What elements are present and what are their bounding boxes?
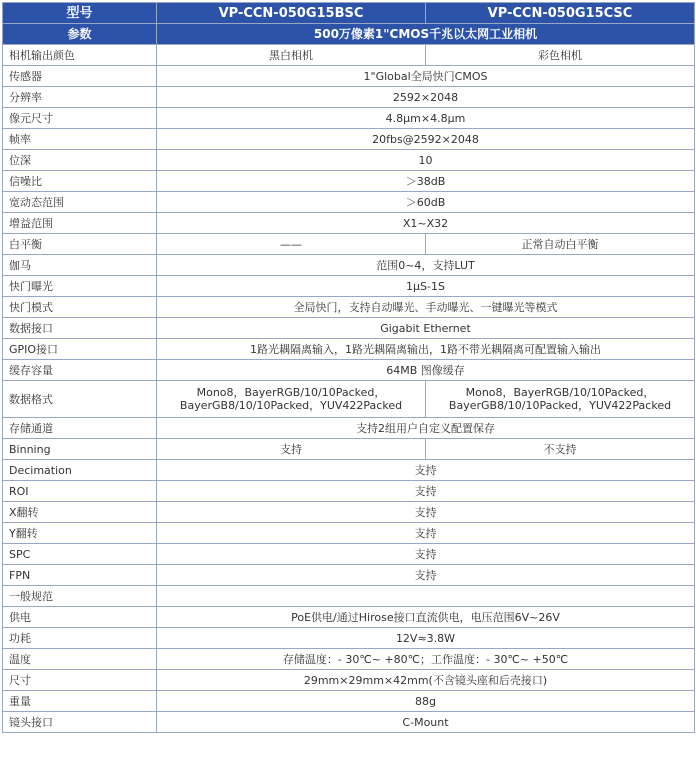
- row-label: 快门模式: [3, 297, 157, 318]
- row-shutter-exposure: [3, 276, 695, 297]
- format-line: Mono8，BayerRGB/10/10Packed，: [196, 386, 386, 399]
- row-bit-depth: [3, 150, 695, 171]
- row-label: 增益范围: [3, 213, 157, 234]
- row-value: 支持: [157, 565, 695, 586]
- row-label: 数据接口: [3, 318, 157, 339]
- param-label: 参数: [3, 24, 157, 45]
- row-label: SPC: [3, 544, 157, 565]
- product-title: 500万像素1"CMOS千兆以太网工业相机: [157, 24, 695, 45]
- value-color: 彩色相机: [426, 45, 695, 66]
- row-value: 4.8μm×4.8μm: [157, 108, 695, 129]
- row-label: 信噪比: [3, 171, 157, 192]
- row-label: 宽动态范围: [3, 192, 157, 213]
- row-weight: [3, 691, 695, 712]
- row-label: 传感器: [3, 66, 157, 87]
- row-label: 数据格式: [3, 381, 157, 418]
- format-line: Mono8，BayerRGB/10/10Packed，: [465, 386, 655, 399]
- model-label: 型号: [3, 3, 157, 24]
- row-label: GPIO接口: [3, 339, 157, 360]
- row-label: Y翻转: [3, 523, 157, 544]
- row-lens-mount: [3, 712, 695, 733]
- row-pixel-size: [3, 108, 695, 129]
- value-bw: 黑白相机: [157, 45, 426, 66]
- row-value: 1"Global全局快门CMOS: [157, 66, 695, 87]
- row-value: 支持2组用户自定义配置保存: [157, 418, 695, 439]
- row-label: 重量: [3, 691, 157, 712]
- row-value: 12V≈3.8W: [157, 628, 695, 649]
- row-spc: [3, 544, 695, 565]
- row-snr: [3, 171, 695, 192]
- row-frame-rate: [3, 129, 695, 150]
- header-row-model: [3, 3, 695, 24]
- row-label: 温度: [3, 649, 157, 670]
- row-value: X1~X32: [157, 213, 695, 234]
- row-output-color: [3, 45, 695, 66]
- row-decimation: [3, 460, 695, 481]
- row-power-consumption: [3, 628, 695, 649]
- value-bw: 支持: [157, 439, 426, 460]
- row-label: X翻转: [3, 502, 157, 523]
- value-bw: ——: [157, 234, 426, 255]
- row-value: 29mm×29mm×42mm(不含镜头座和后壳接口): [157, 670, 695, 691]
- row-gain-range: [3, 213, 695, 234]
- row-value: 支持: [157, 523, 695, 544]
- row-gpio: [3, 339, 695, 360]
- row-label: 镜头接口: [3, 712, 157, 733]
- value-color: 正常自动白平衡: [426, 234, 695, 255]
- header-row-params: [3, 24, 695, 45]
- row-value: 88g: [157, 691, 695, 712]
- row-label: 供电: [3, 607, 157, 628]
- row-value: 范围0~4，支持LUT: [157, 255, 695, 276]
- spec-table: [2, 2, 695, 733]
- row-value: C-Mount: [157, 712, 695, 733]
- row-sensor: [3, 66, 695, 87]
- row-label: 快门曝光: [3, 276, 157, 297]
- row-label: 功耗: [3, 628, 157, 649]
- row-value: ＞60dB: [157, 192, 695, 213]
- row-power-supply: [3, 607, 695, 628]
- row-data-interface: [3, 318, 695, 339]
- row-value: 20fbs@2592×2048: [157, 129, 695, 150]
- row-label: ROI: [3, 481, 157, 502]
- value-color: [426, 381, 695, 418]
- row-general-spec: [3, 586, 695, 607]
- row-roi: [3, 481, 695, 502]
- row-value: 64MB 图像缓存: [157, 360, 695, 381]
- row-y-flip: [3, 523, 695, 544]
- row-binning: [3, 439, 695, 460]
- row-value: 1μS-1S: [157, 276, 695, 297]
- row-value: ＞38dB: [157, 171, 695, 192]
- row-label: 像元尺寸: [3, 108, 157, 129]
- row-label: FPN: [3, 565, 157, 586]
- row-gamma: [3, 255, 695, 276]
- row-dimensions: [3, 670, 695, 691]
- row-dynamic-range: [3, 192, 695, 213]
- section-empty: [157, 586, 695, 607]
- section-label: 一般规范: [3, 586, 157, 607]
- row-value: 支持: [157, 481, 695, 502]
- row-value: 存储温度：- 30℃~ +80℃；工作温度：- 30℃~ +50℃: [157, 649, 695, 670]
- row-value: 全局快门，支持自动曝光、手动曝光、一键曝光等模式: [157, 297, 695, 318]
- row-label: 存储通道: [3, 418, 157, 439]
- format-line: BayerGB8/10/10Packed，YUV422Packed: [448, 399, 672, 412]
- row-label: 白平衡: [3, 234, 157, 255]
- row-x-flip: [3, 502, 695, 523]
- row-value: 10: [157, 150, 695, 171]
- row-label: 帧率: [3, 129, 157, 150]
- row-value: 支持: [157, 460, 695, 481]
- value-bw: [157, 381, 426, 418]
- row-temperature: [3, 649, 695, 670]
- format-line: BayerGB8/10/10Packed，YUV422Packed: [179, 399, 403, 412]
- row-label: Decimation: [3, 460, 157, 481]
- row-white-balance: [3, 234, 695, 255]
- row-fpn: [3, 565, 695, 586]
- row-label: 尺寸: [3, 670, 157, 691]
- row-value: PoE供电/通过Hirose接口直流供电，电压范围6V~26V: [157, 607, 695, 628]
- row-value: Gigabit Ethernet: [157, 318, 695, 339]
- row-label: 缓存容量: [3, 360, 157, 381]
- row-value: 支持: [157, 544, 695, 565]
- row-label: 分辨率: [3, 87, 157, 108]
- row-label: Binning: [3, 439, 157, 460]
- row-label: 伽马: [3, 255, 157, 276]
- row-shutter-mode: [3, 297, 695, 318]
- row-value: 1路光耦隔离输入，1路光耦隔离输出，1路不带光耦隔离可配置输入输出: [157, 339, 695, 360]
- row-resolution: [3, 87, 695, 108]
- row-data-format: [3, 381, 695, 418]
- row-value: 2592×2048: [157, 87, 695, 108]
- row-buffer: [3, 360, 695, 381]
- model-bw: VP-CCN-050G15BSC: [157, 3, 426, 24]
- row-value: 支持: [157, 502, 695, 523]
- model-color: VP-CCN-050G15CSC: [426, 3, 695, 24]
- row-label: 相机输出颜色: [3, 45, 157, 66]
- row-storage-channel: [3, 418, 695, 439]
- row-label: 位深: [3, 150, 157, 171]
- value-color: 不支持: [426, 439, 695, 460]
